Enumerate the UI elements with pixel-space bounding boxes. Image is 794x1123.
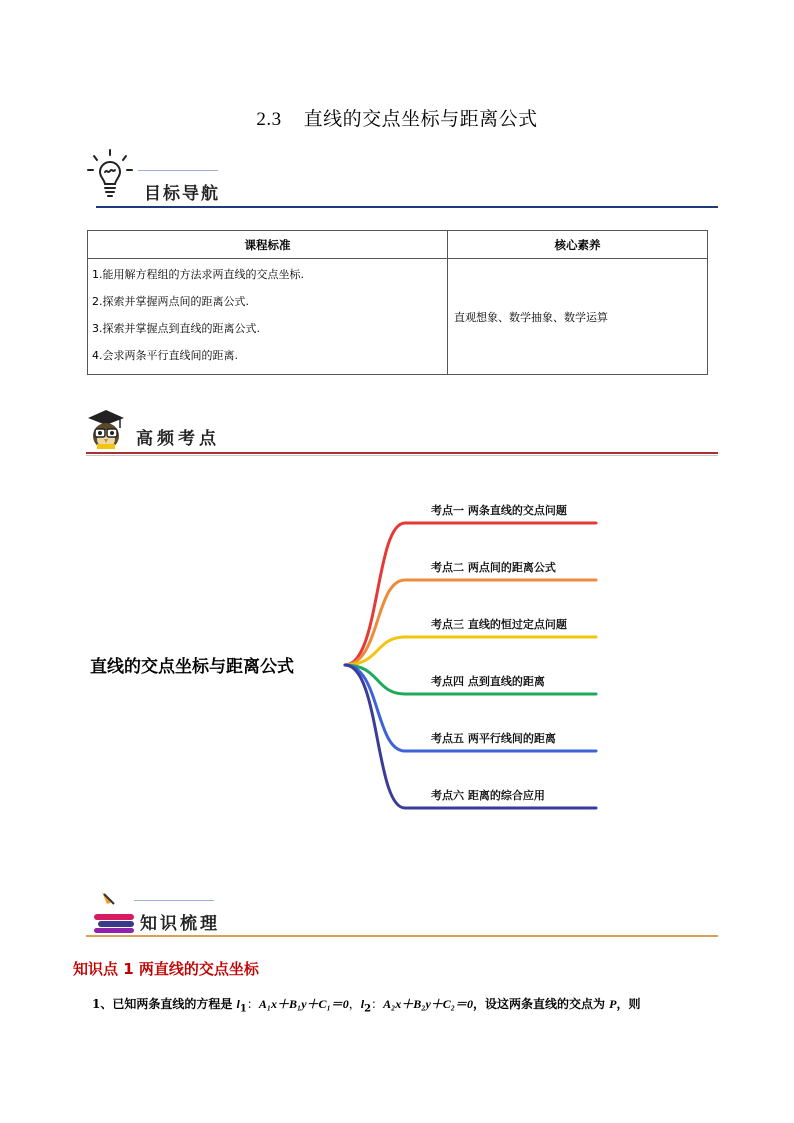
section-label: 高频考点 (136, 429, 220, 449)
para-sep: ： (246, 997, 259, 1011)
mindmap (0, 480, 794, 840)
standard-item: 3.探索并掌握点到直线的距离公式. (92, 322, 260, 335)
header-top-rule (134, 900, 214, 901)
lightbulb-icon (86, 148, 134, 204)
standards-table (87, 230, 708, 375)
para-sep: ： (371, 997, 384, 1011)
mindmap-branch-label: 考点四 点到直线的距离 (431, 675, 545, 688)
mindmap-branch-label: 考点六 距离的综合应用 (431, 789, 545, 802)
mindmap-branch-label: 考点一 两条直线的交点问题 (431, 504, 567, 517)
point-symbol: P (609, 997, 617, 1011)
standard-item: 4.会求两条平行直线间的距离. (92, 349, 238, 362)
equation-1: A₁x＋B₁y＋C₁＝0 (258, 997, 349, 1011)
header-bottom-rule (96, 206, 718, 208)
line-symbol: l (360, 997, 365, 1011)
line-symbol: l (236, 997, 240, 1011)
mindmap-branch-label: 考点五 两平行线间的距离 (431, 732, 556, 745)
graduate-owl-icon (86, 408, 126, 452)
table-header-literacy: 核心素养 (448, 231, 708, 259)
equation-2: A₂x＋B₂y＋C₂＝0 (383, 997, 473, 1011)
line-subscript: 1 (239, 1003, 247, 1015)
section-knowledge-header (86, 882, 718, 942)
standards-list (88, 259, 448, 375)
books-icon (92, 888, 138, 934)
mindmap-branch-line (345, 637, 596, 665)
paragraph (92, 995, 732, 1018)
mindmap-center: 直线的交点坐标与距离公式 (90, 657, 294, 677)
header-bottom-rule (86, 935, 718, 937)
mindmap-branch-label: 考点三 直线的恒过定点问题 (431, 618, 567, 631)
para-sep: ， (348, 997, 361, 1011)
standard-item: 1.能用解方程组的方法求两直线的交点坐标. (92, 268, 304, 281)
section-goals-header (86, 148, 718, 208)
literacy-cell: 直观想象、数学抽象、数学运算 (448, 259, 708, 375)
section-label: 目标导航 (144, 184, 220, 204)
standard-item: 2.探索并掌握两点间的距离公式. (92, 295, 249, 308)
para-text: ，则 (616, 997, 641, 1011)
title-number: 2.3 (256, 109, 282, 130)
table-header-standards: 课程标准 (88, 231, 448, 259)
knowledge-point-title: 知识点 1 两直线的交点坐标 (73, 960, 259, 978)
line-subscript: 2 (364, 1003, 372, 1015)
header-bottom-rule-2 (86, 455, 718, 456)
para-text: ，设这两条直线的交点为 (472, 997, 610, 1011)
para-text: 1、已知两条直线的方程是 (92, 997, 237, 1011)
header-bottom-rule (86, 452, 718, 454)
page-title (0, 104, 794, 131)
title-text: 直线的交点坐标与距离公式 (303, 108, 538, 130)
header-top-rule (138, 170, 218, 171)
mindmap-branch-label: 考点二 两点间的距离公式 (431, 561, 556, 574)
section-label: 知识梳理 (140, 914, 220, 934)
section-hot-header (86, 404, 718, 464)
